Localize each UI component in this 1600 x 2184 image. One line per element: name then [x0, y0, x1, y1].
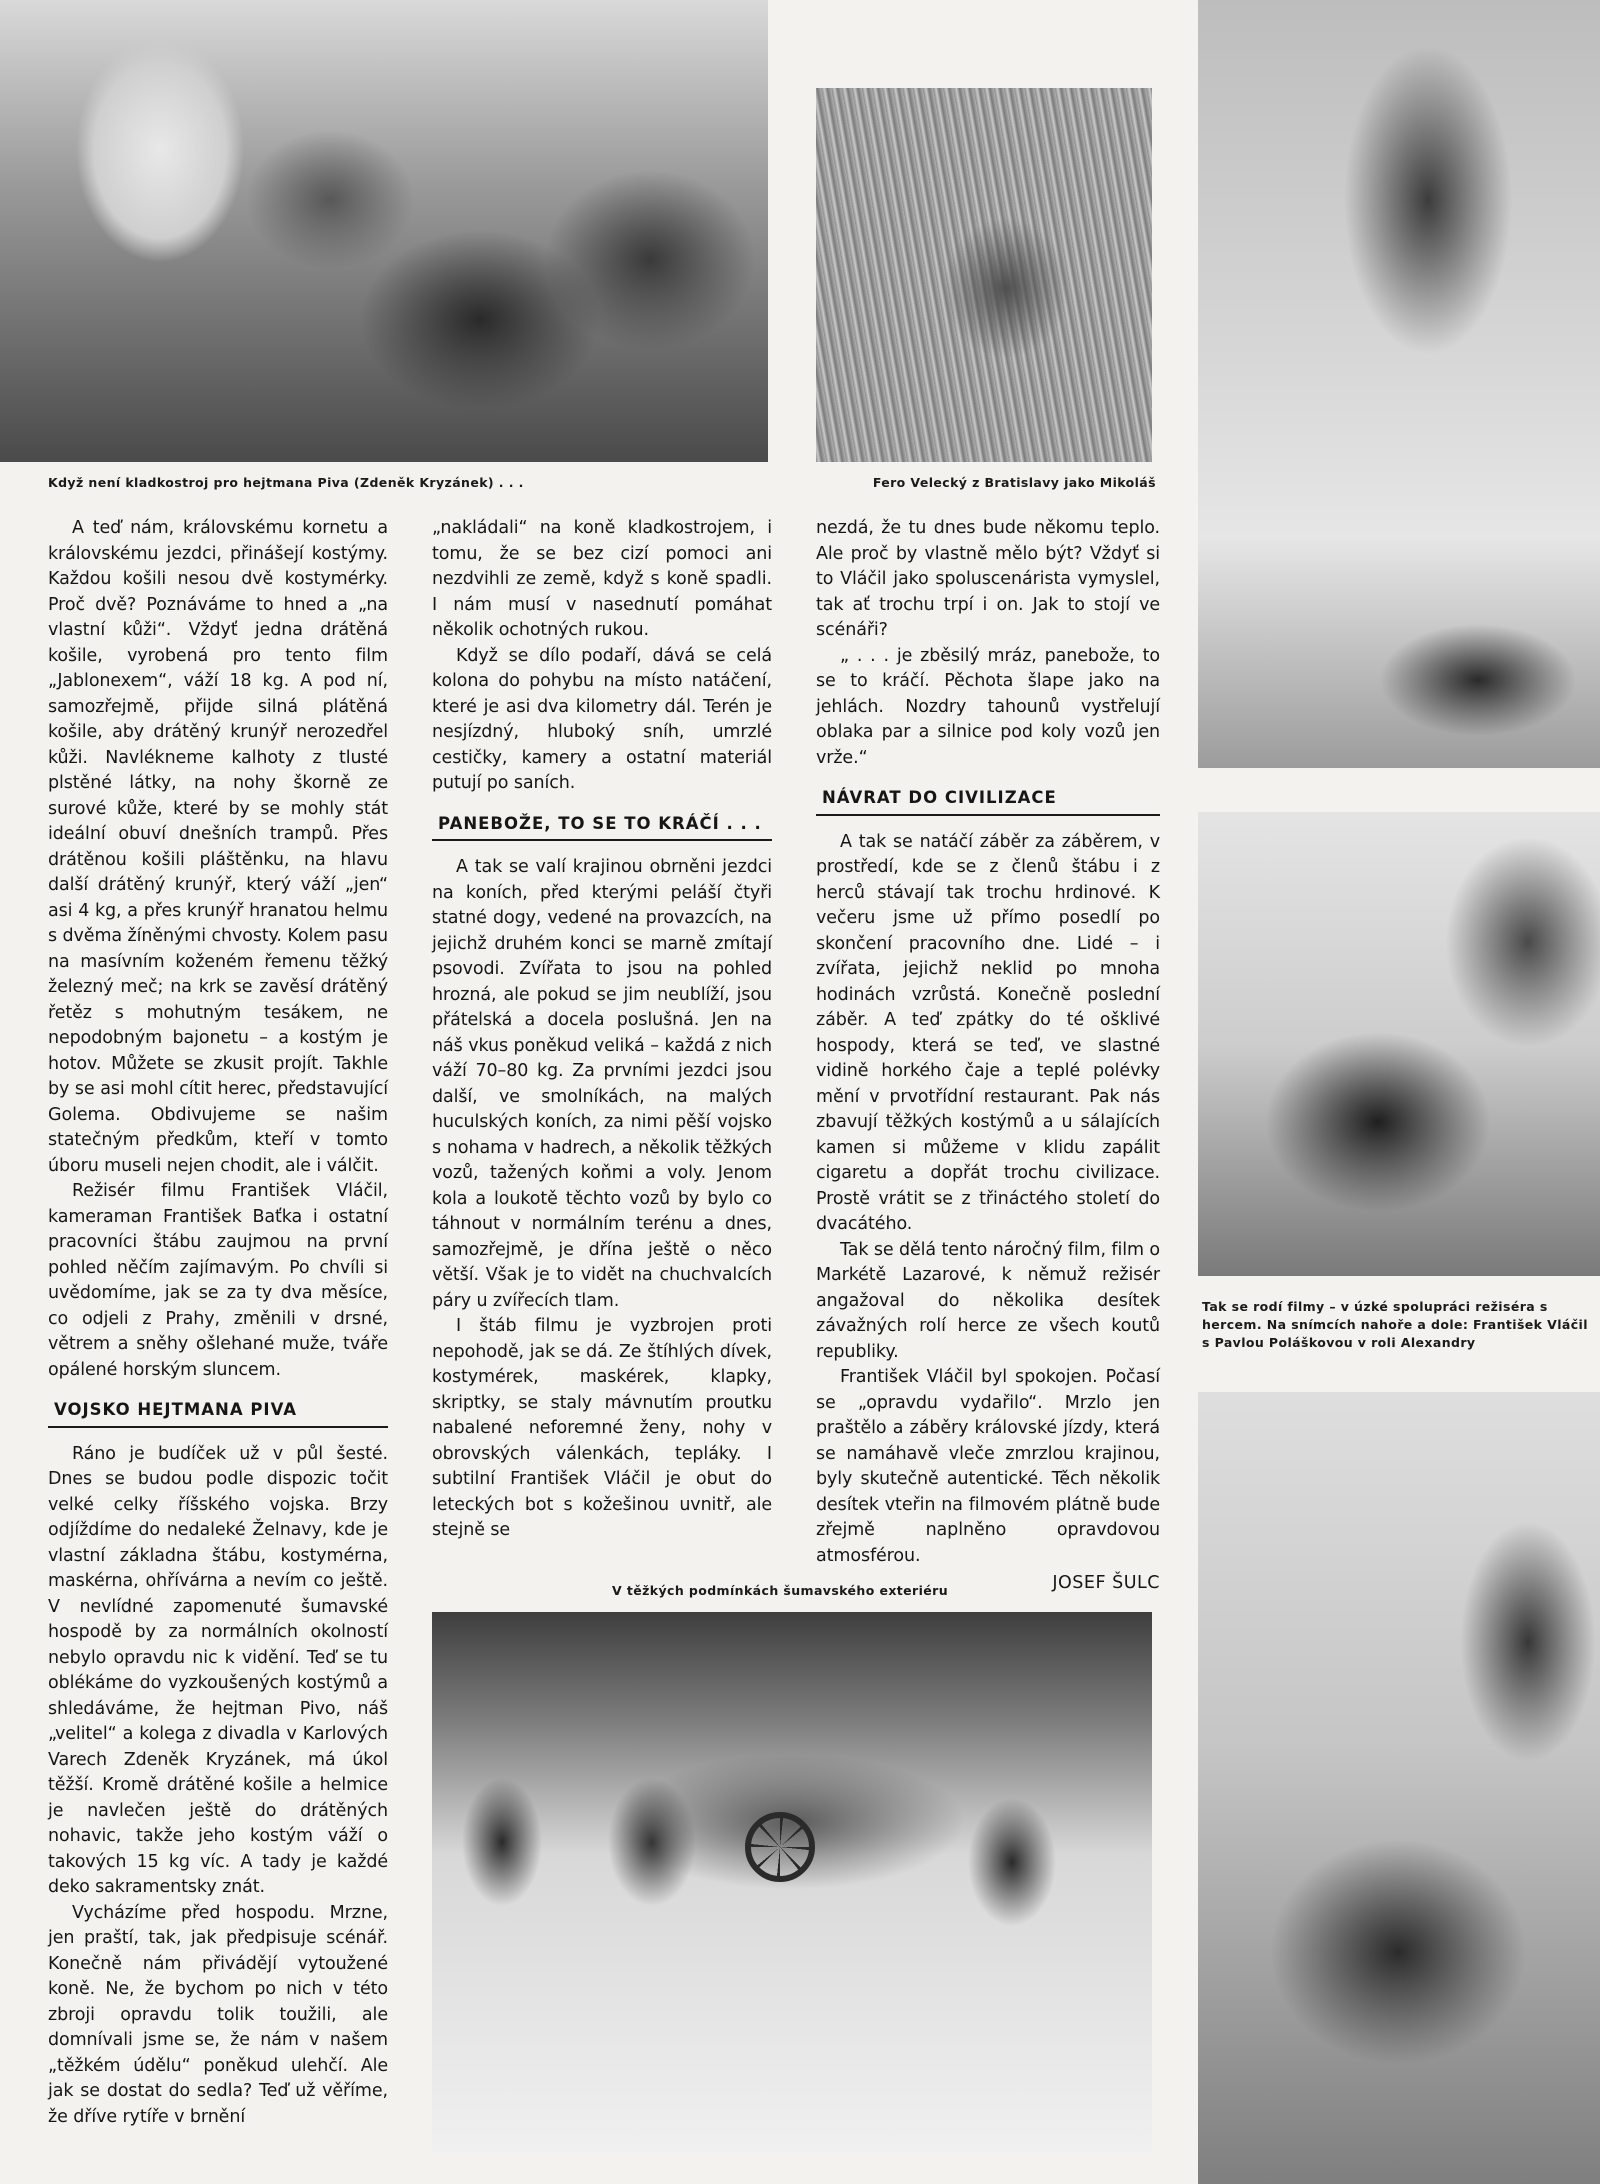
- photo-actor-mikolas: [816, 88, 1152, 462]
- article-column-2: [432, 516, 772, 1544]
- section-heading: VOJSKO HEJTMANA PIVA: [48, 1397, 388, 1428]
- author-byline: JOSEF ŠULC: [1052, 1573, 1160, 1593]
- section-heading: NÁVRAT DO CIVILIZACE: [816, 785, 1160, 816]
- paragraph: „ . . . je zběsilý mráz, panebože, to se to kráčí. Pěchota šlape jako na jehlách. Nozdry tahounů vystřelují oblaka par a silnice pod koly vozů jen vrže.“: [816, 645, 1160, 768]
- section-heading: PANEBOŽE, TO SE TO KRÁČÍ . . .: [432, 811, 772, 842]
- paragraph: nezdá, že tu dnes bude někomu teplo. Ale proč by vlastně mělo být? Vždyť si to Vláčil jako spoluscenárista vymyslel, tak ať trochu trpí i on. Jak to stojí ve scénáři?: [816, 518, 1160, 640]
- paragraph: František Vláčil byl spokojen. Počasí se „opravdu vydařilo“. Mrzlo jen praštělo a záběry královské jízdy, která se namáhavě vleče zmrzlou krajinou, byly skutečně autentické. Těch několik desítek vteřin na filmovém plátně bude zřejmě naplněno opravdovou atmosférou.: [816, 1367, 1160, 1566]
- paragraph: Tak se dělá tento náročný film, film o Markétě Lazarové, k němuž režisér angažoval do několika desítek závažných rolí herce ze všech koutů republiky.: [816, 1239, 1160, 1362]
- photo-camera-crew-snow: [1198, 0, 1600, 768]
- photo-soldiers-in-snow: [432, 1612, 1152, 2152]
- paragraph: Vycházíme před hospodu. Mrzne, jen praští, tak, jak předpisuje scénář. Konečně nám přivádějí vytoužené koně. Ne, že bychom po nich v této zbroji opravdu tolik toužili, ale domnívali jsme se, že nám v našem „těžkém údělu“ poněkud ulehčí. Ale jak se dostat do sedla? Teď už věříme, že dříve rytíře v brnění: [48, 1902, 388, 2127]
- caption-top-left: Když není kladkostroj pro hejtmana Piva (Zdeněk Kryzánek) . . .: [48, 475, 524, 490]
- paragraph: Režisér filmu František Vláčil, kameraman František Baťka i ostatní pracovníci štábu zaujmou na první pohled něčím zajímavým. Po chvíli si uvědomíme, jak se za ty dva měsíce, co odjeli z Prahy, změnili v drsné, větrem a sněhy ošlehané muže, tváře opálené horským sluncem.: [48, 1181, 388, 1380]
- caption-bottom-photo: V těžkých podmínkách šumavského exteriéru: [612, 1583, 949, 1598]
- caption-top-middle: Fero Velecký z Bratislavy jako Mikoláš: [872, 475, 1156, 490]
- paragraph: Když se dílo podaří, dává se celá kolona do pohybu na místo natáčení, které je asi dva kilometry dál. Terén je nesjízdný, hluboký sníh, umrzlé cestičky, kamery a ostatní materiál putují po saních.: [432, 645, 772, 793]
- paragraph: A tak se natáčí záběr za záběrem, v prostředí, kde se z členů štábu i z herců stávají tak trochu hrdinové. K večeru jsme už přímo posedlí po skončení pracovního dne. Lidé – i zvířata, jejichž neklid po mnoha hodinách vzrůstá. Konečně poslední záběr. A teď zpátky do té ošklivé hospody, která se teď, ve slastné vidině horkého čaje a teplé polévky mění v prvotřídní restaurant. Pak nás zbavují těžkých kostýmů a u sálajících kamen si můžeme v klidu zapálit cigaretu a dopřát trochu civilizace. Prostě vrátit se z třináctého století do dvacátého.: [816, 831, 1160, 1234]
- paragraph: Ráno je budíček už v půl šesté. Dnes se budou podle dispozic točit velké celky říšského vojska. Brzy odjíždíme do nedaleké Želnavy, kde je vlastní základna štábu, kostymérna, maskérna, ohřívárna a nevím co ještě. V nevlídné zapomenuté šumavské hospodě by za normálních okolností nebylo opravdu nic k vidění. Teď se tu oblékáme do vyzkoušených kostýmů a shledáváme, že hejtman Pivo, náš „velitel“ a kolega z divadla v Karlových Varech Zdeněk Kryzánek, má úkol těžší. Kromě drátěné košile a helmice je navlečen ještě do drátěných nohavic, takže jeho kostým váží o takových 15 kg víc. A tady je každé deko sakramentsky znát.: [48, 1443, 388, 1897]
- photo-director-actress-bottom: [1198, 1392, 1600, 2184]
- article-column-3: [816, 516, 1160, 1597]
- paragraph: I štáb filmu je vyzbrojen proti nepohodě, jak se dá. Ze štíhlých dívek, kostymérek, maskérek, klapky, skriptky, se staly mávnutím proutku nabalené neforemné ženy, nohy v obrovských válenkách, tepláky. I subtilní František Vláčil je obut do leteckých bot s kožešinou uvnitř, ale stejně se: [432, 1316, 772, 1540]
- photo-knight-lifted: [0, 0, 768, 462]
- photo-director-actress-top: [1198, 812, 1600, 1276]
- paragraph: „nakládali“ na koně kladkostrojem, i tomu, že se bez cizí pomoci ani nezdvihli ze země, když s koně spadli. I nám musí v nasednutí pomáhat několik ochotných rukou.: [432, 518, 772, 640]
- cart-wheel-icon: [745, 1812, 815, 1882]
- paragraph: A tak se valí krajinou obrněni jezdci na koních, před kterými peláší čtyři statné dogy, vedené na provazcích, na jejichž druhém konci se marně zmítají psovodi. Zvířata to jsou na pohled hrozná, ale pokud se jim neublíží, jsou přátelská a docela poslušná. Jen na náš vkus poněkud veliká – každá z nich váží 70–80 kg. Za prvními jezdci jsou další, ve smolníkách, na malých huculských koních, za nimi pěší vojsko s nohama v hadrech, a několik těžkých vozů, tažených koňmi a voly. Jenom kola a loukotě těchto vozů by bylo co táhnout v normálním terénu a dnes, samozřejmě, je dřína ještě o něco větší. Však je to vidět na chuchvalcích páry u zvířecích tlam.: [432, 857, 772, 1311]
- article-column-1: [48, 516, 388, 2130]
- caption-right-middle: Tak se rodí filmy – v úzké spolupráci režiséra s hercem. Na snímcích nahoře a dole: František Vláčil s Pavlou Poláškovou v roli Alexandry: [1202, 1299, 1588, 1350]
- paragraph: A teď nám, královskému kornetu a královskému jezdci, přinášejí kostýmy. Každou košili nesou dvě kostymérky. Proč dvě? Poznáváme to hned a „na vlastní kůži“. Vždyť jedna drátěná košile, vyrobená pro tento film „Jablonexem“, váží 18 kg. A pod ní, samozřejmě, přijde silná plátěná košile, aby drátěný krunýř nerozedřel kůži. Navlékneme kalhoty z tlusté plstěné látky, na nohy škorně ze surové kůže, které by se mohly stát ideální obuví dnešních trampů. Přes drátěnou košili pláštěnku, na hlavu další drátěný krunýř, který váží „jen“ asi 4 kg, a přes krunýř hranatou helmu s dvěma žíněnými chvosty. Kolem pasu na masívním koženém řemenu těžký železný meč; na krk se zavěsí drátěný řetěz s mohutným tesákem, ne nepodobným bajonetu – a kostým je hotov. Můžete se zkusit projít. Takhle by se asi mohl cítit herec, představující Golema. Obdivujeme se našim statečným předkům, kteří v tomto úboru museli nejen chodit, ale i válčit.: [48, 518, 388, 1176]
